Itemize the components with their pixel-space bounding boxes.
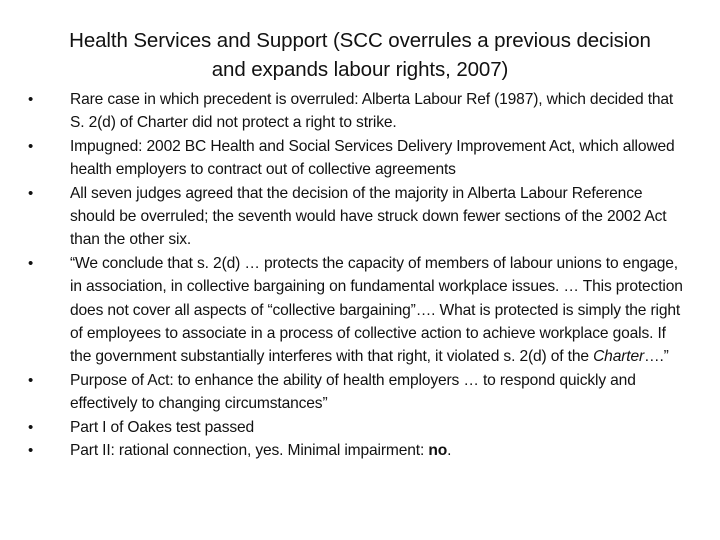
bullet-text: All seven judges agreed that the decision of the majority in Alberta Labour Reference should be overruled; the seventh would have struck down fewer sections of the 2002 Act than the other six. [70,184,667,249]
bullet-item [26,416,686,439]
bullet-item-oakes [26,439,686,462]
bullet-text: Part I of Oakes test passed [70,418,255,436]
bullet-item [26,369,686,416]
part-two-text: Part II: rational connection, yes. Minimal impairment: [70,442,429,460]
slide-title-line-1: Health Services and Support (SCC overrules a previous decision [69,29,651,52]
slide-title [30,26,690,84]
bullet-text: Impugned: 2002 BC Health and Social Services Delivery Improvement Act, which allowed health employers to contract out of collective agreements [70,137,675,179]
bullet-text [70,442,451,459]
bullet-marker: • [28,91,34,108]
bullet-item [26,182,686,252]
bullet-text: Rare case in which precedent is overruled: Alberta Labour Ref (1987), which decided that S. 2(d) of Charter did not protect a right to strike. [70,91,674,132]
quote-text: “We conclude that s. 2(d) … protects the capacity of members of labour unions to engage, in association, in collective bargaining on fundamental workplace issues. … This protection does not cover all aspects of “collective bargaining”…. What is protected is simply the right of employees to associate in a process of collective action to achieve workplace goals. If the government substantially interferes with that right, it violated s. 2(d) of the [70,254,683,366]
bullet-marker: • [28,254,34,272]
bullet-list [26,88,686,463]
bullet-item [26,88,686,135]
bullet-marker: • [28,418,34,436]
bullet-marker: • [28,184,34,202]
minimal-impairment-answer: no [428,442,448,460]
bullet-item [26,135,686,182]
part-two-end: . [447,442,452,460]
bullet-text [70,255,683,366]
bullet-marker: • [28,442,34,460]
bullet-marker: • [28,371,34,389]
charter-italic: Charter [593,348,645,366]
bullet-marker: • [28,137,34,155]
quote-end: ….” [644,348,669,366]
bullet-item-quote [26,252,686,369]
bullet-text: Purpose of Act: to enhance the ability of health employers … to respond quickly and effectively to changing circumstances” [70,371,636,413]
slide-title-line-2: and expands labour rights, 2007) [211,58,509,81]
